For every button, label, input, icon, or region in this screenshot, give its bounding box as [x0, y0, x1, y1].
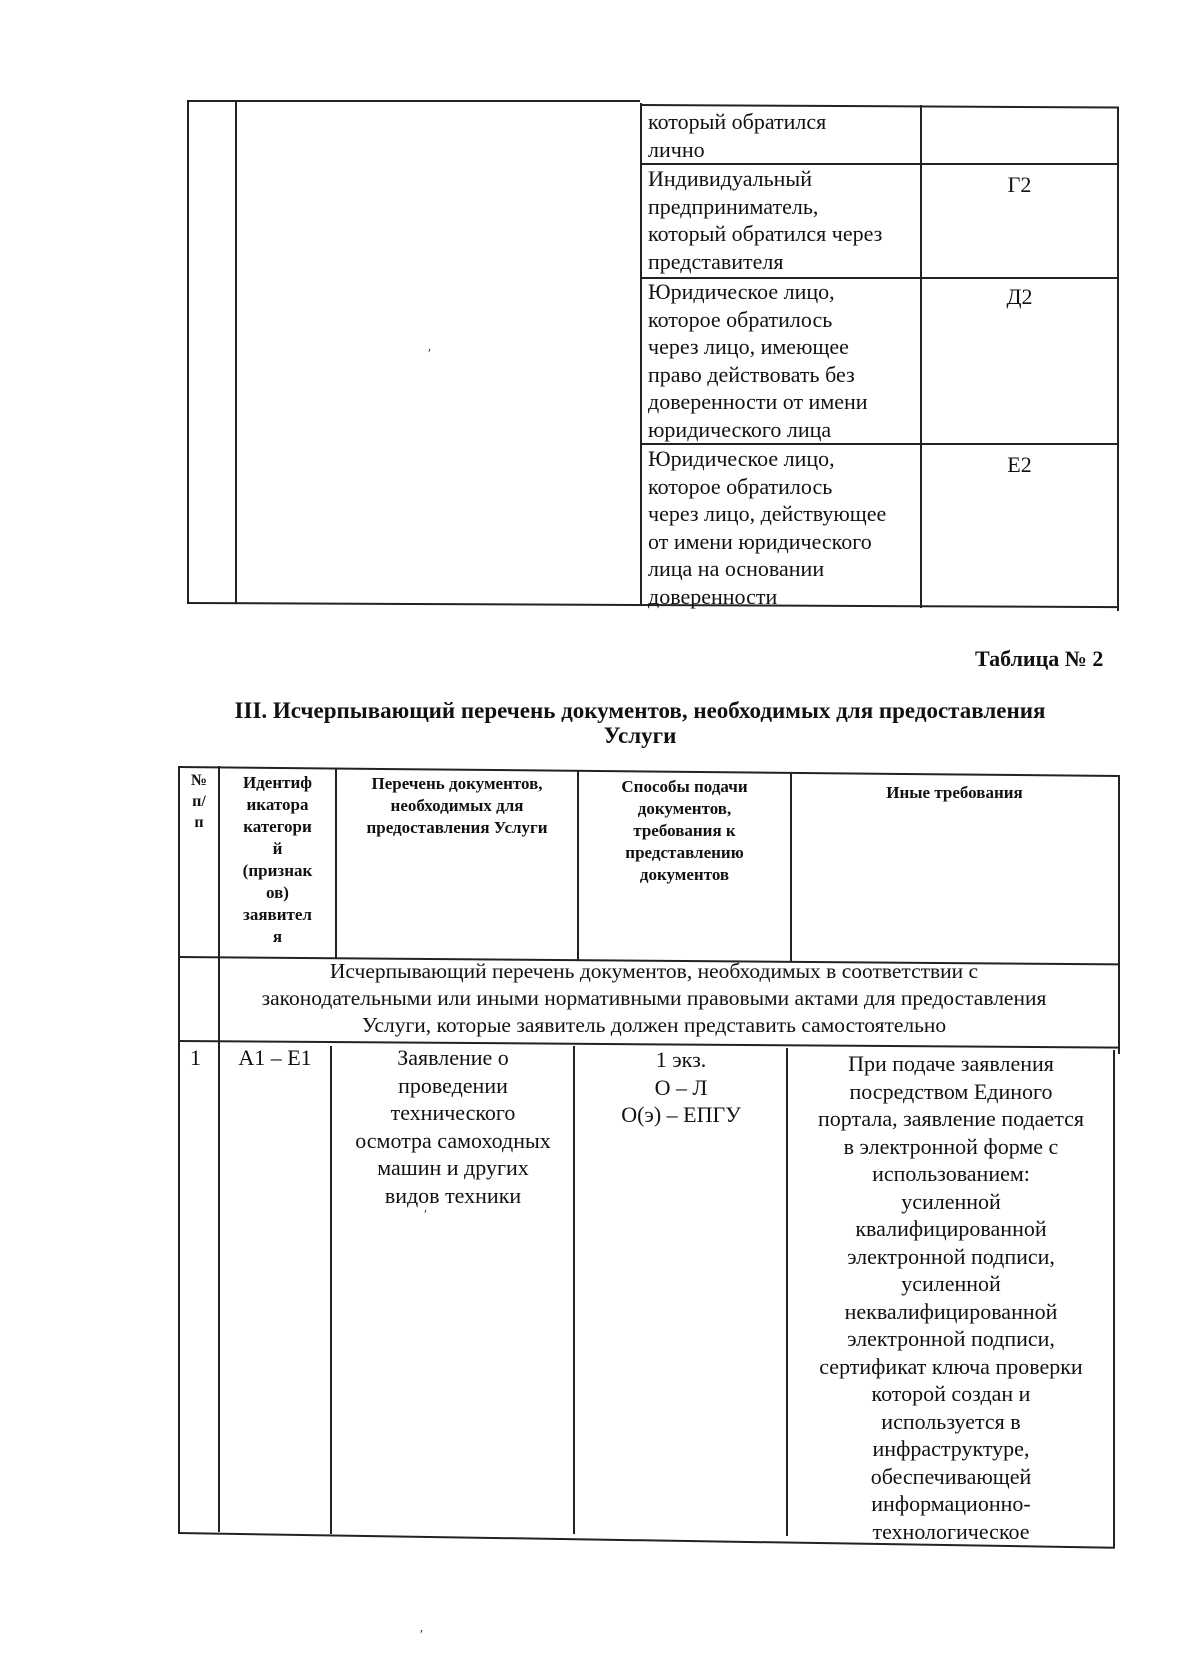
- table-cell-description: который обратился лично: [648, 109, 827, 162]
- table-cell-identifier: А1 – Е1: [238, 1045, 312, 1070]
- table-cell-description: Индивидуальный предприниматель, который обратился через представителя: [648, 166, 883, 274]
- table-cell-code: Г2: [1007, 172, 1032, 197]
- table-cell-number: 1: [190, 1045, 201, 1070]
- scan-speck: ′: [420, 1628, 424, 1643]
- section-title: III. Исчерпывающий перечень документов, необходимых для предоставления Услуги: [234, 698, 1046, 748]
- table-label: Таблица № 2: [975, 646, 1104, 671]
- table-cell-documents: Заявление о проведении технического осмотра самоходных машин и других видов техники: [355, 1045, 551, 1208]
- table-span-row: Исчерпывающий перечень документов, необходимых в соответствии с законодательными или иными нормативными правовыми актами для предоставления Услуги, которые заявитель должен представить самостоятельно: [261, 959, 1047, 1037]
- scan-speck: ′: [428, 347, 432, 362]
- table-cell-description: Юридическое лицо, которое обратилось через лицо, имеющее право действовать без доверенности от имени юридического лица: [648, 279, 868, 442]
- scan-speck: ′: [424, 1208, 428, 1223]
- table-cell-description: Юридическое лицо, которое обратилось через лицо, действующее от имени юридического лица на основании доверенности: [648, 446, 887, 609]
- table-cell-other-requirements: При подаче заявления посредством Единого портала, заявление подается в электронной форме с использованием: усиленной квалифицированной электронной подписи, усиленной неквалифицированной электронной подписи, сертификат ключа проверки которой создан и используется в инфраструктуре, обеспечивающей информационно- технологическое: [818, 1051, 1084, 1544]
- column-header-other-requirements: Иные требования: [886, 783, 1023, 802]
- table-cell-code: Е2: [1007, 452, 1032, 477]
- table-cell-methods: 1 экз. О – Л О(э) – ЕПГУ: [621, 1047, 741, 1127]
- column-header-number: № п/ п: [190, 772, 208, 831]
- column-header-methods: Способы подачи документов, требования к представлению документов: [621, 777, 748, 884]
- column-header-documents: Перечень документов, необходимых для предоставления Услуги: [366, 774, 548, 837]
- column-header-identifier: Идентиф икатора категори й (признак ов) заявител я: [242, 773, 313, 946]
- table-cell-code: Д2: [1006, 284, 1033, 309]
